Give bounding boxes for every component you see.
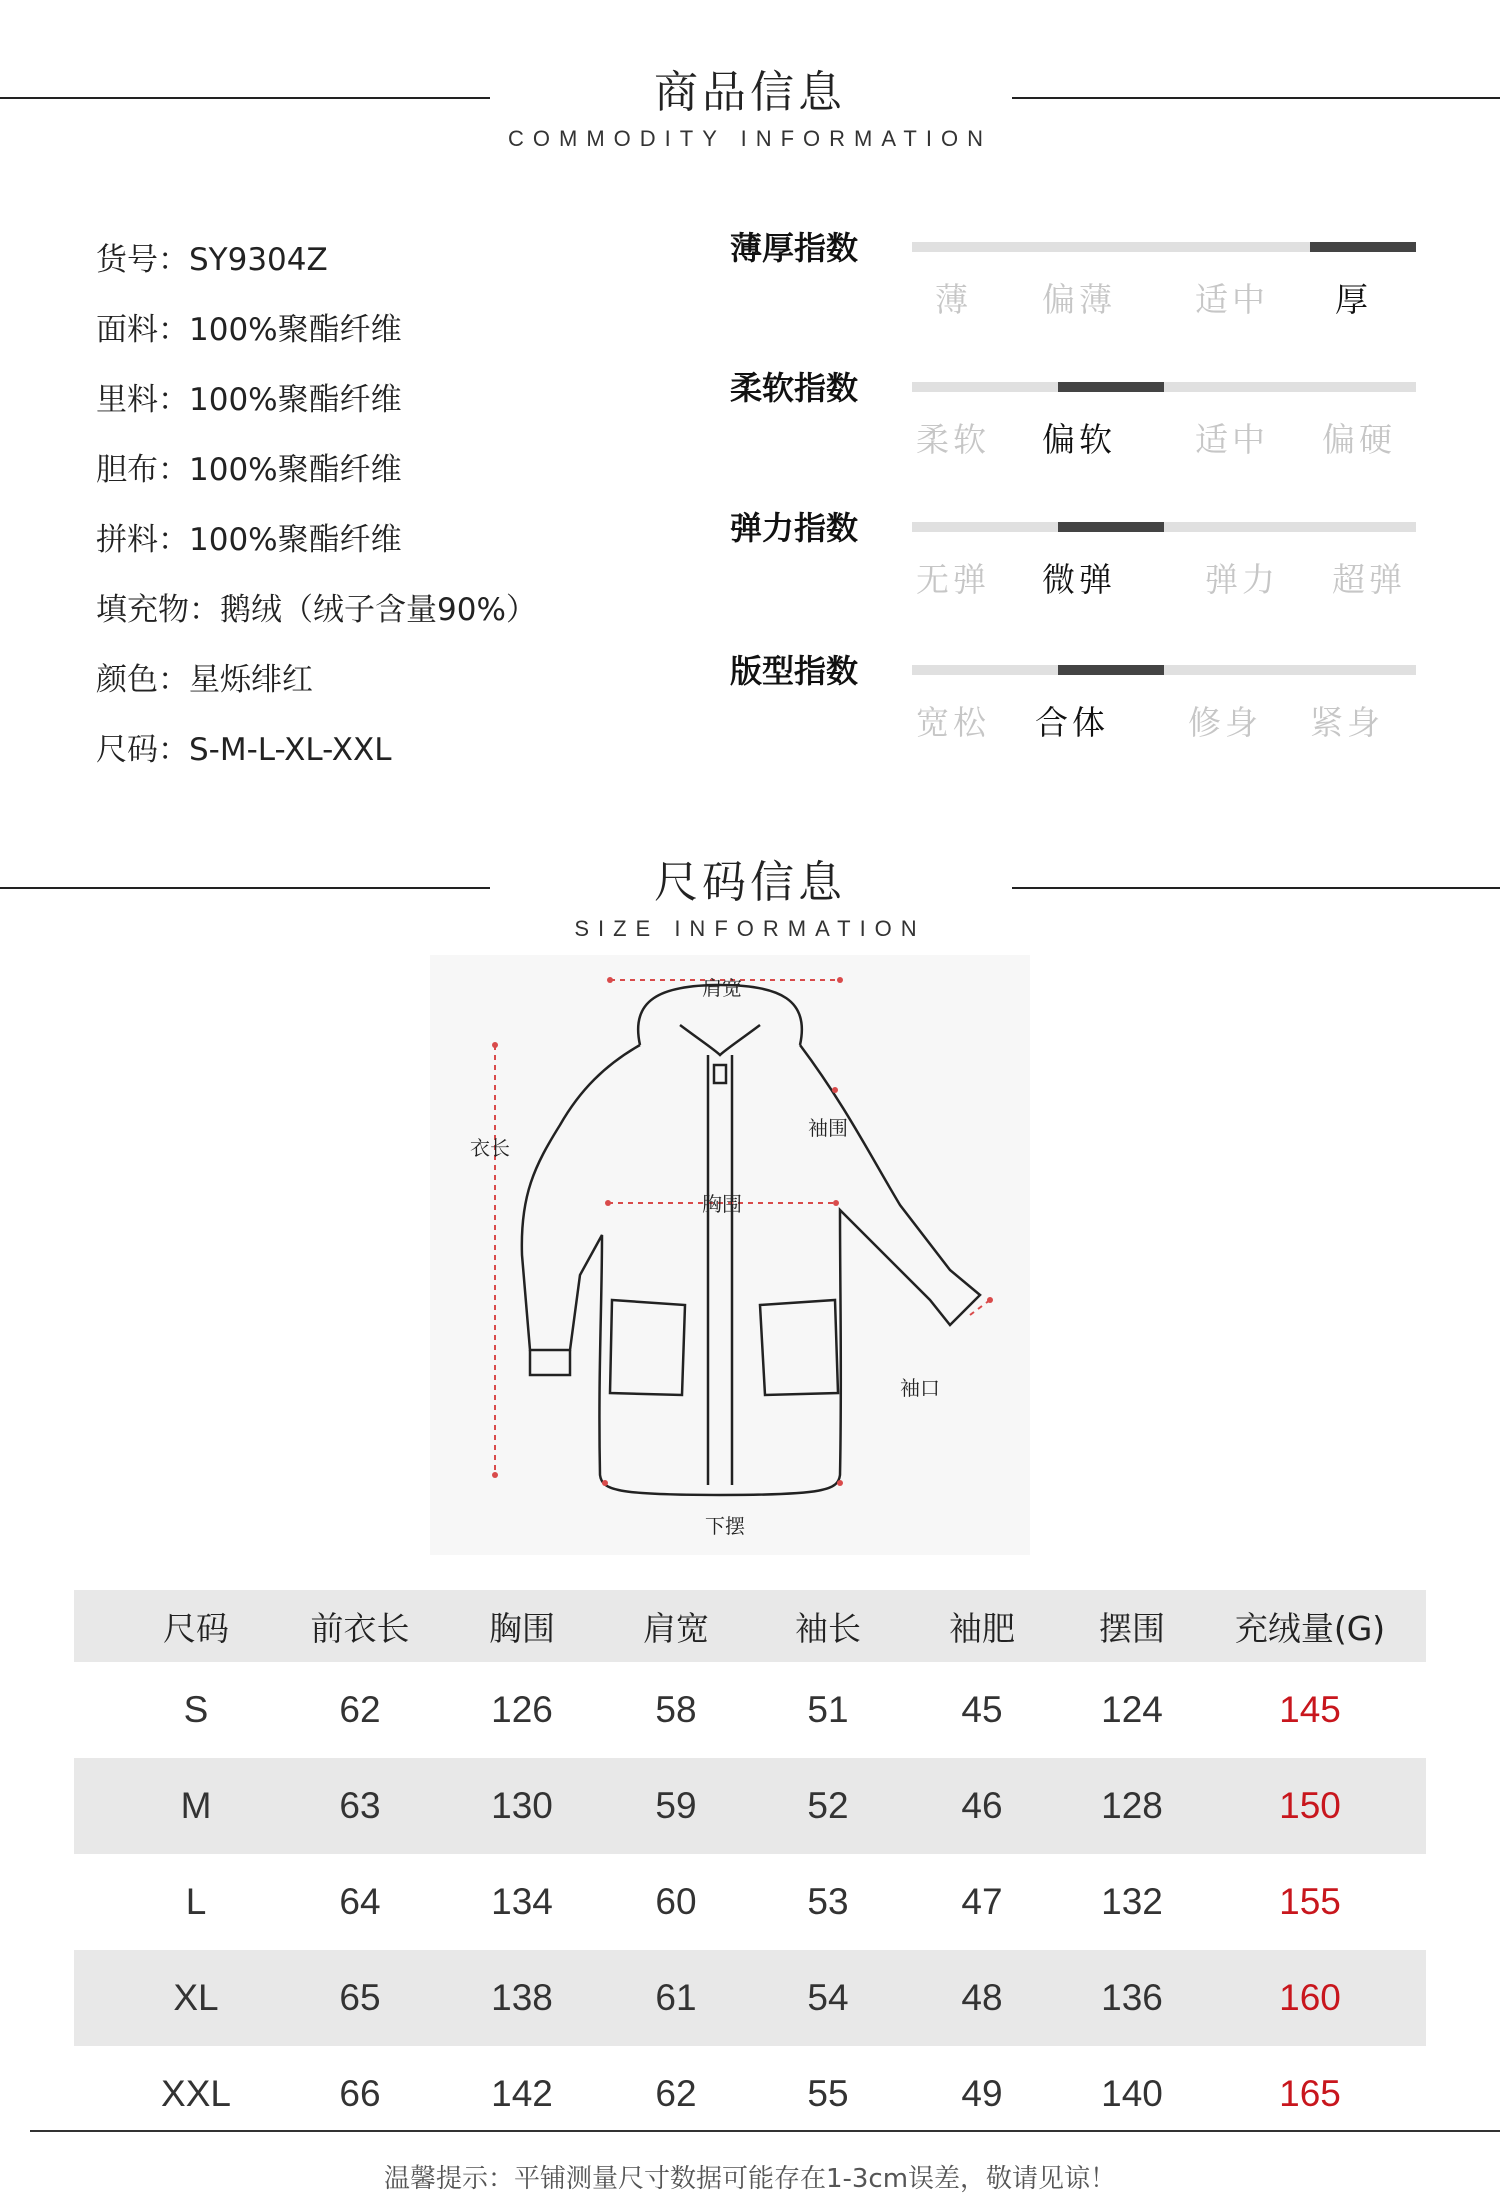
- table-cell: 45: [961, 1689, 1003, 1730]
- commodity-subtitle: COMMODITY INFORMATION: [508, 126, 992, 151]
- spec-row: [96, 304, 402, 349]
- index-option: 弹力: [1205, 560, 1279, 599]
- table-cell: 140: [1101, 2073, 1163, 2114]
- spec-label: 填充物: [96, 592, 189, 628]
- index-label: 弹力指数: [730, 509, 859, 547]
- table-cell: 63: [339, 1785, 381, 1826]
- table-cell: 160: [1279, 1977, 1341, 2018]
- index-scale-marker: [1058, 382, 1164, 392]
- label-chest: 胸围: [702, 1192, 742, 1216]
- table-cell: 142: [491, 2073, 553, 2114]
- table-cell: 46: [961, 1785, 1003, 1826]
- size-header: [0, 846, 1500, 942]
- table-row: [74, 1758, 1426, 1854]
- spec-label: 货号: [96, 242, 158, 278]
- table-cell: 124: [1101, 1689, 1163, 1730]
- spec-separator: ：: [158, 242, 189, 278]
- table-header-cell: 尺码: [163, 1608, 229, 1648]
- index-option: 偏硬: [1322, 420, 1396, 459]
- table-header-cell: 胸围: [489, 1608, 555, 1648]
- table-size-cell: M: [180, 1785, 212, 1826]
- index-label: 柔软指数: [730, 369, 859, 407]
- table-header-cell: 充绒量(G): [1234, 1608, 1386, 1648]
- table-row: [74, 2046, 1426, 2142]
- spec-separator: ：: [158, 452, 189, 488]
- index-option: 厚: [1335, 280, 1372, 319]
- index-option: 合体: [1035, 703, 1109, 742]
- spec-row: [96, 584, 537, 629]
- label-cuff: 袖口: [900, 1376, 940, 1400]
- label-sleeve-girth: 袖围: [808, 1116, 848, 1140]
- table-cell: 53: [807, 1881, 849, 1922]
- index-option: 修身: [1188, 703, 1262, 742]
- table-cell: 134: [491, 1881, 553, 1922]
- table-header-cell: 摆围: [1099, 1608, 1165, 1648]
- index-option: 宽松: [916, 703, 990, 742]
- label-length: 衣长: [470, 1136, 510, 1160]
- table-header-cell: 袖肥: [949, 1608, 1015, 1648]
- spec-value: 100%聚酯纤维: [189, 452, 402, 488]
- index-option: 薄: [935, 280, 972, 319]
- table-cell: 49: [961, 2073, 1003, 2114]
- table-header-cell: 袖长: [795, 1608, 861, 1648]
- garment-diagram: [430, 955, 1030, 1555]
- spec-value: S-M-L-XL-XXL: [189, 732, 392, 768]
- table-cell: 55: [807, 2073, 849, 2114]
- size-title: 尺码信息: [654, 857, 846, 908]
- spec-row: [96, 514, 402, 559]
- spec-separator: ：: [158, 382, 189, 418]
- index-option: 微弹: [1042, 560, 1116, 599]
- table-header-cell: 肩宽: [643, 1608, 709, 1648]
- spec-row: [96, 444, 402, 489]
- index-scale-track: [912, 382, 1416, 392]
- index-option: 适中: [1195, 280, 1269, 319]
- spec-value: 100%聚酯纤维: [189, 382, 402, 418]
- spec-value: SY9304Z: [189, 242, 328, 278]
- table-cell: 132: [1101, 1881, 1163, 1922]
- table-cell: 48: [961, 1977, 1003, 2018]
- table-size-cell: XXL: [161, 2073, 231, 2114]
- index-scale-track: [912, 665, 1416, 675]
- table-cell: 54: [807, 1977, 849, 2018]
- spec-value: 100%聚酯纤维: [189, 312, 402, 348]
- table-header-row: [74, 1590, 1426, 1662]
- spec-label: 里料: [96, 382, 158, 418]
- table-cell: 62: [655, 2073, 697, 2114]
- index-option: 紧身: [1310, 703, 1384, 742]
- table-cell: 145: [1279, 1689, 1341, 1730]
- table-cell: 66: [339, 2073, 381, 2114]
- spec-separator: ：: [158, 522, 189, 558]
- commodity-header: [0, 56, 1500, 152]
- spec-value: 星烁绯红: [189, 662, 313, 698]
- index-option: 适中: [1195, 420, 1269, 459]
- commodity-title: 商品信息: [654, 67, 846, 118]
- index-label: 版型指数: [730, 652, 859, 690]
- table-size-cell: L: [185, 1881, 207, 1922]
- index-option: 偏薄: [1042, 280, 1116, 319]
- index-scale-marker: [1310, 242, 1416, 252]
- table-cell: 136: [1101, 1977, 1163, 2018]
- index-option: 无弹: [916, 560, 990, 599]
- table-size-cell: XL: [173, 1977, 219, 2018]
- spec-label: 面料: [96, 312, 158, 348]
- label-shoulder: 肩宽: [702, 976, 742, 1000]
- spec-label: 颜色: [96, 662, 158, 698]
- table-row: [74, 1662, 1426, 1758]
- table-cell: 59: [655, 1785, 697, 1826]
- size-table: [74, 1590, 1426, 2142]
- spec-label: 拼料: [96, 522, 158, 558]
- spec-separator: ：: [158, 312, 189, 348]
- table-cell: 60: [655, 1881, 697, 1922]
- spec-label: 胆布: [96, 452, 158, 488]
- bottom-divider: [30, 2130, 1500, 2132]
- spec-row: [96, 724, 392, 769]
- table-cell: 47: [961, 1881, 1003, 1922]
- table-cell: 51: [807, 1689, 849, 1730]
- label-hem: 下摆: [705, 1514, 745, 1538]
- index-option: 柔软: [916, 420, 990, 459]
- index-option: 偏软: [1042, 420, 1116, 459]
- size-subtitle: SIZE INFORMATION: [574, 916, 926, 941]
- table-cell: 64: [339, 1881, 381, 1922]
- table-cell: 150: [1279, 1785, 1341, 1826]
- index-scale-marker: [1058, 665, 1164, 675]
- table-cell: 52: [807, 1785, 849, 1826]
- table-header-cell: 前衣长: [310, 1608, 410, 1648]
- spec-row: [96, 654, 313, 699]
- table-cell: 65: [339, 1977, 381, 2018]
- table-cell: 155: [1279, 1881, 1341, 1922]
- table-cell: 128: [1101, 1785, 1163, 1826]
- spec-row: [96, 374, 402, 419]
- table-cell: 61: [655, 1977, 697, 2018]
- spec-separator: ：: [158, 732, 189, 768]
- spec-separator: ：: [189, 592, 220, 628]
- table-row: [74, 1854, 1426, 1950]
- table-size-cell: S: [183, 1689, 209, 1730]
- spec-separator: ：: [158, 662, 189, 698]
- table-cell: 165: [1279, 2073, 1341, 2114]
- index-scale-track: [912, 242, 1416, 252]
- table-cell: 138: [491, 1977, 553, 2018]
- measurement-note: 温馨提示：平铺测量尺寸数据可能存在1-3cm误差，敬请见谅！: [383, 2164, 1117, 2194]
- spec-value: 鹅绒（绒子含量90%）: [220, 592, 537, 628]
- table-row: [74, 1950, 1426, 2046]
- table-cell: 126: [491, 1689, 553, 1730]
- index-option: 超弹: [1332, 560, 1406, 599]
- spec-value: 100%聚酯纤维: [189, 522, 402, 558]
- index-label: 薄厚指数: [730, 229, 859, 267]
- table-cell: 130: [491, 1785, 553, 1826]
- spec-label: 尺码: [96, 732, 158, 768]
- index-scale-marker: [1058, 522, 1164, 532]
- spec-row: [96, 234, 328, 279]
- table-cell: 58: [655, 1689, 697, 1730]
- index-scale-track: [912, 522, 1416, 532]
- table-cell: 62: [339, 1689, 381, 1730]
